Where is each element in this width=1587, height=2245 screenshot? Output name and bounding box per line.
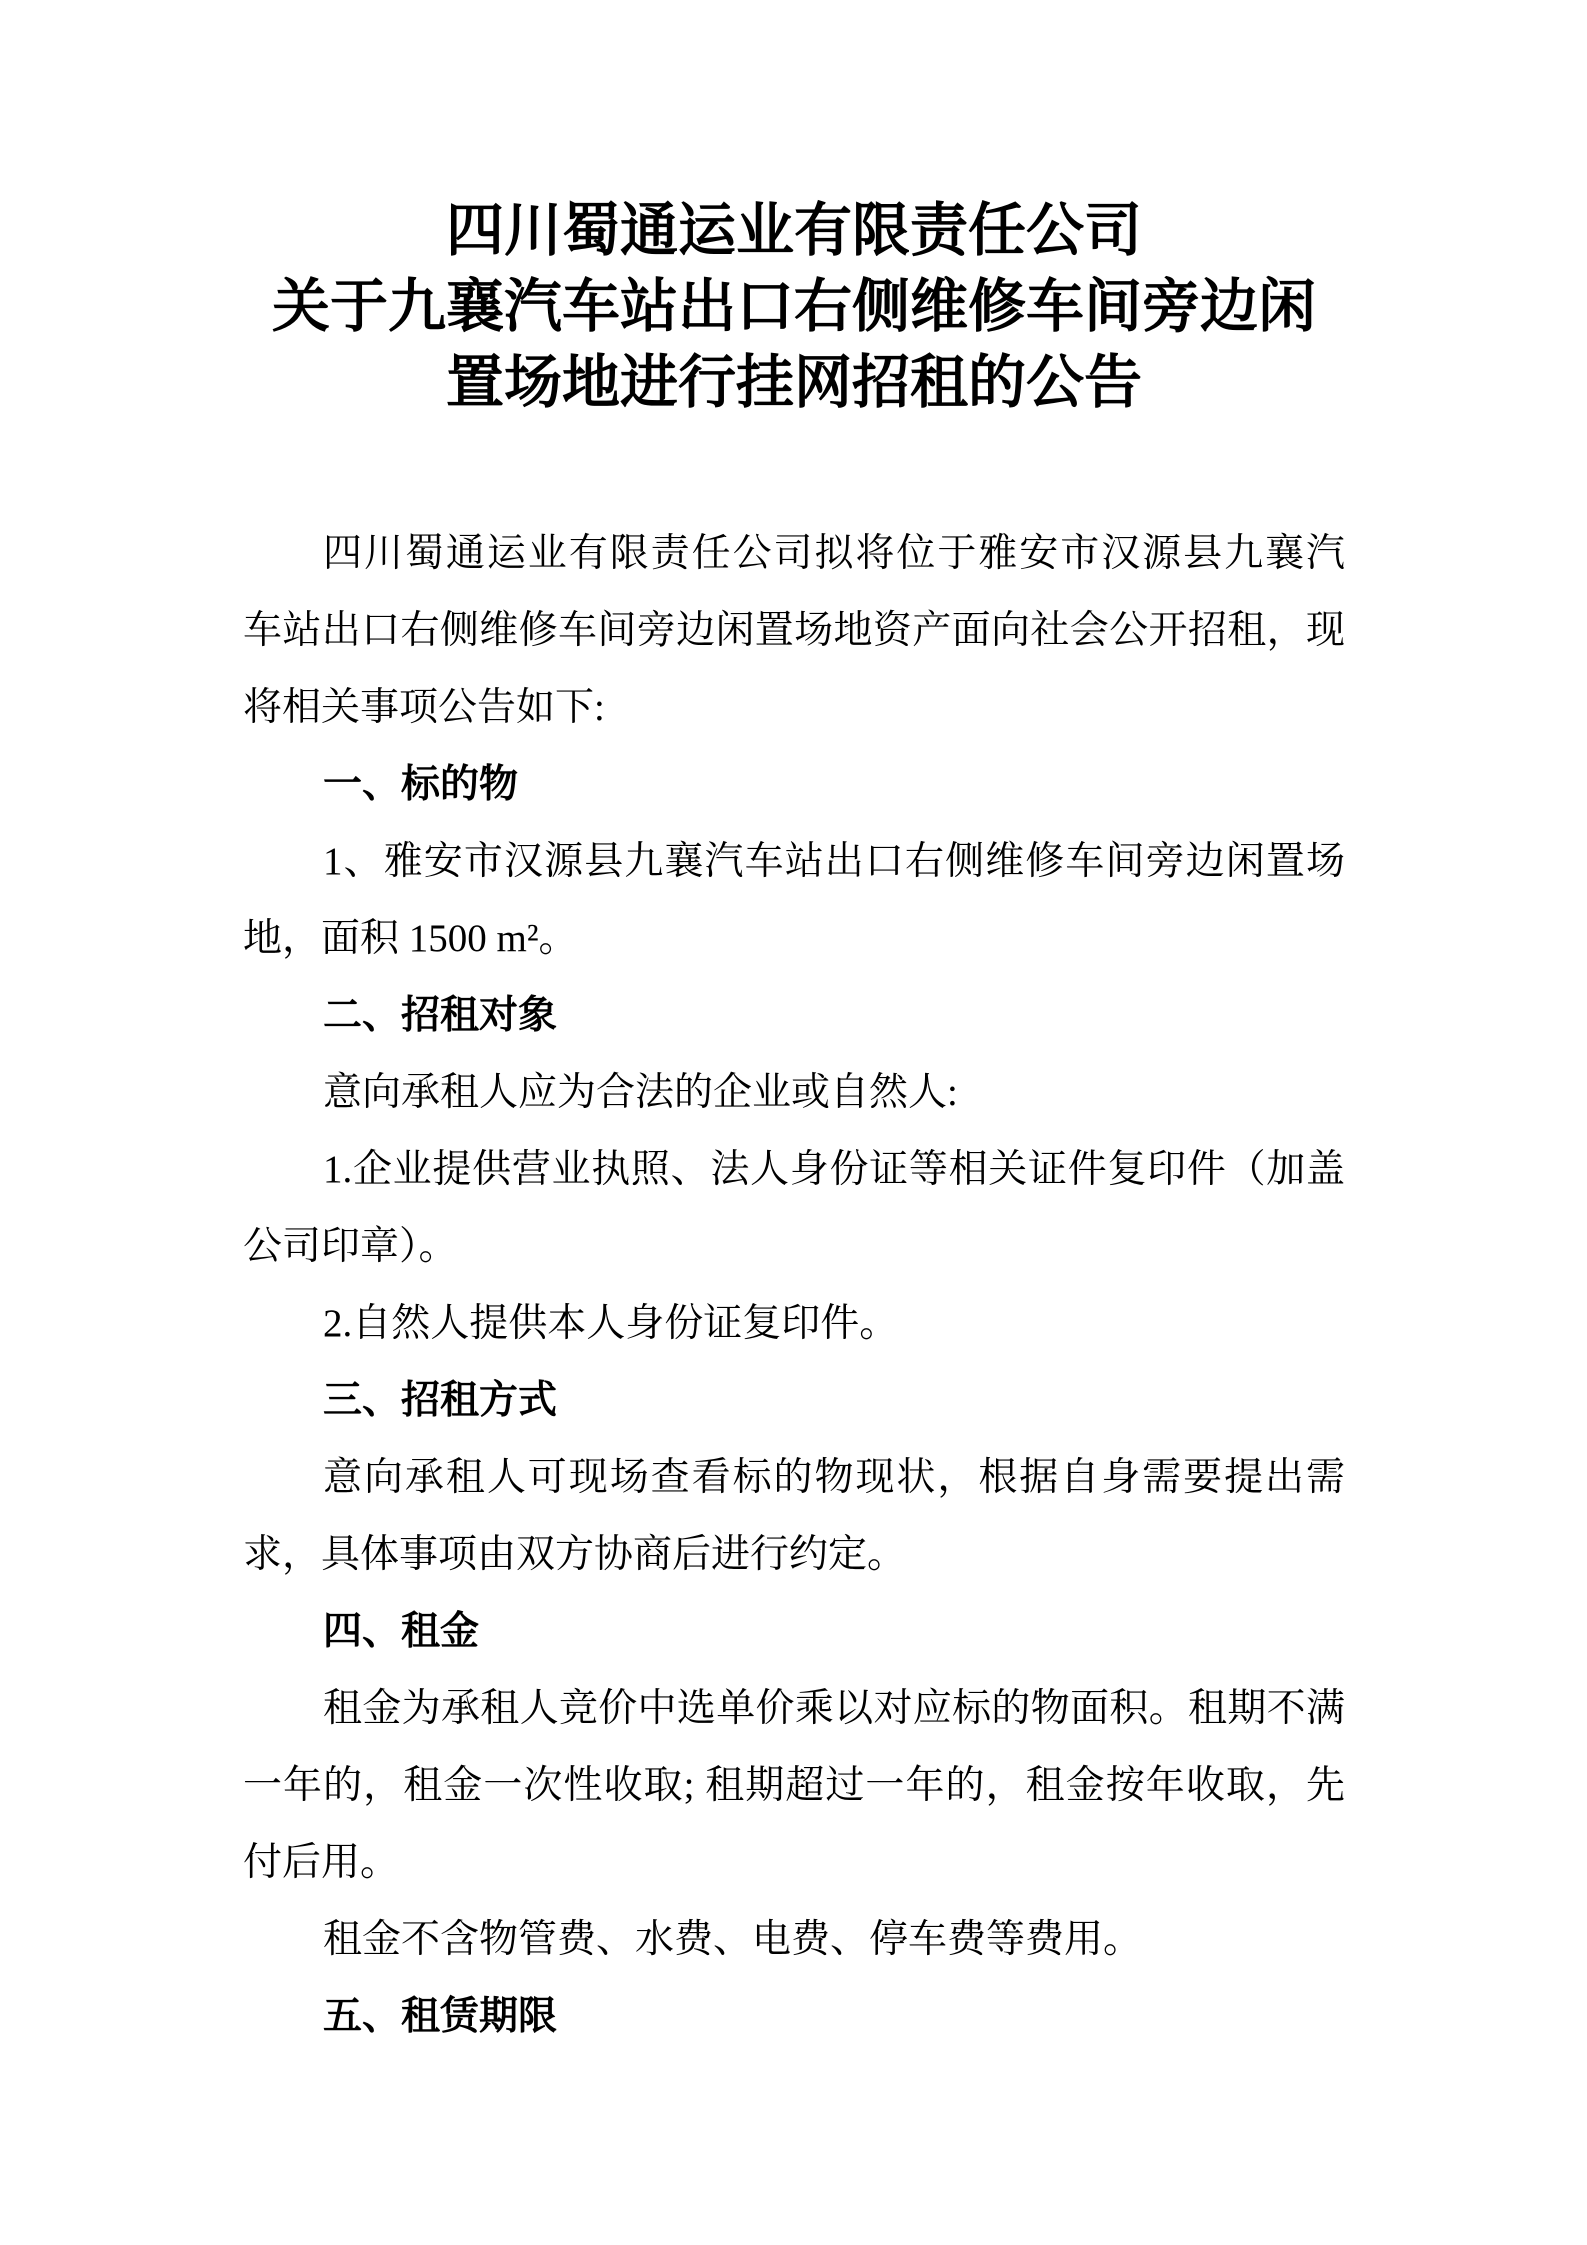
intro-paragraph-line: 车站出口右侧维修车间旁边闲置场地资产面向社会公开招租，现 [243, 609, 1345, 652]
section-4-line: 租金不含物管费、水费、电费、停车费等费用。 [323, 1918, 1143, 1961]
section-2-line: 2.自然人提供本人身份证复印件。 [323, 1302, 899, 1345]
section-4-line: 租金为承租人竞价中选单价乘以对应标的物面积。租期不满 [323, 1687, 1345, 1730]
document-title-line: 置场地进行挂网招租的公告 [445, 350, 1142, 415]
section-2-line: 意向承租人应为合法的企业或自然人: [323, 1071, 958, 1114]
section-2-line: 1.企业提供营业执照、法人身份证等相关证件复印件（加盖 [323, 1148, 1345, 1191]
document-title-line: 四川蜀通运业有限责任公司 [445, 198, 1142, 263]
section-3-line: 求，具体事项由双方协商后进行约定。 [243, 1533, 907, 1576]
section-heading-5: 五、租赁期限 [323, 1995, 558, 2038]
section-1-line: 地，面积 1500 m²。 [243, 917, 578, 960]
section-3-line: 意向承租人可现场查看标的物现状，根据自身需要提出需 [323, 1456, 1345, 1499]
section-heading-2: 二、招租对象 [323, 994, 558, 1037]
document-content [243, 193, 1345, 2055]
intro-paragraph-line: 四川蜀通运业有限责任公司拟将位于雅安市汉源县九襄汽 [323, 532, 1345, 575]
section-heading-1: 一、标的物 [323, 763, 519, 806]
section-heading-4: 四、租金 [323, 1610, 480, 1653]
title-body-spacer [243, 421, 1345, 515]
section-4-line: 付后用。 [243, 1841, 400, 1884]
section-heading-3: 三、招租方式 [323, 1379, 558, 1422]
intro-paragraph-line: 将相关事项公告如下: [243, 686, 605, 729]
document-title [243, 193, 1345, 421]
section-1-line: 1、雅安市汉源县九襄汽车站出口右侧维修车间旁边闲置场 [323, 840, 1345, 883]
section-2-line: 公司印章）。 [243, 1225, 458, 1268]
document-title-line: 关于九襄汽车站出口右侧维修车间旁边闲 [271, 274, 1316, 339]
section-4-line: 一年的，租金一次性收取; 租期超过一年的，租金按年收取，先 [243, 1764, 1345, 1807]
